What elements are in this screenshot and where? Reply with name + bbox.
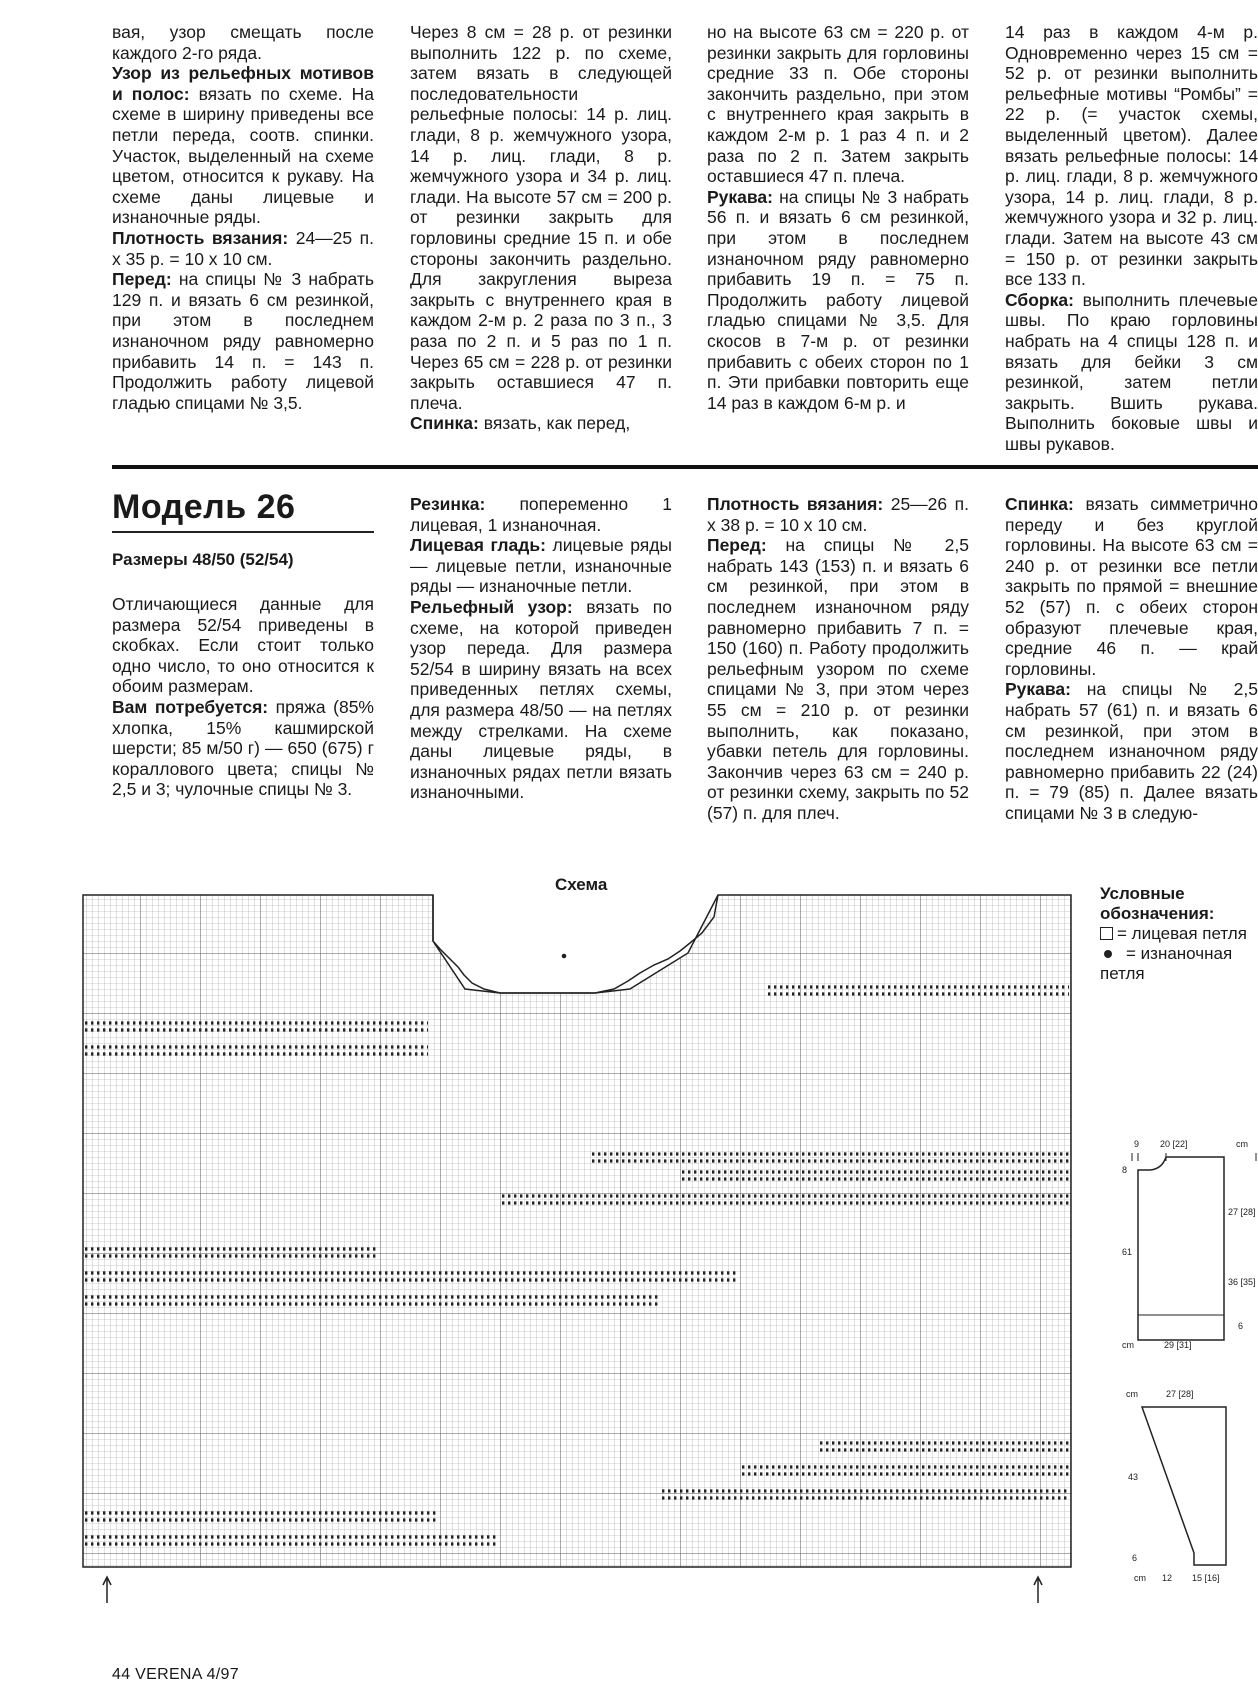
paragraph-heading: Рукава: xyxy=(1005,679,1071,700)
front-top-mid: 20 [22] xyxy=(1160,1139,1188,1149)
front-neck: 8 xyxy=(1122,1165,1128,1175)
square-icon xyxy=(1100,927,1113,940)
paragraph-text: на спицы № 3 набрать 129 п. и вязать 6 см резинкой, при этом в последнем изнаночном ряду равномерно прибавить 14 п. = 143 п. Продолжить работу лицевой гладью спицами № 3,5. xyxy=(112,269,374,413)
paragraph-text: вязать по схеме. На схеме в ширину приведены все петли переда, соотв. спинки. Участок, выделенный на схеме цветом, относится к рукаву. На схеме даны лицевые и изнаночные ряды. xyxy=(112,83,374,228)
paragraph-heading: Плотность вязания: xyxy=(707,494,884,514)
front-bottom-unit: cm xyxy=(1122,1340,1134,1350)
paragraph-heading: Спинка: xyxy=(1005,494,1074,514)
paragraph-heading: Резинка: xyxy=(410,494,486,514)
front-lower: 36 [35] xyxy=(1228,1277,1256,1287)
paragraph-text: 24—25 п. х 35 р. = 10 х 10 см. xyxy=(112,227,374,269)
paragraph xyxy=(410,494,672,535)
front-total: 61 xyxy=(1122,1247,1133,1257)
paragraph-text: лицевые ряды — лицевые петли, изнаночные ряды — изнаночные петли. xyxy=(410,535,672,597)
sleeve-rib: 6 xyxy=(1132,1553,1138,1563)
front-bottom: 29 [31] xyxy=(1164,1340,1192,1350)
paragraph-text: на спицы № 2,5 набрать 57 (61) п. и вязать 6 см резинкой, при этом в последнем изнаночном ряду равномерно прибавить 22 (24) п. = 79 (85) п. Далее вязать спицами № 3 в следую- xyxy=(1005,679,1258,823)
top-column-4 xyxy=(1005,22,1258,454)
sleeve-bottom-unit: cm xyxy=(1134,1573,1146,1583)
paragraph xyxy=(707,494,969,535)
paragraph-heading: Рукава: xyxy=(707,186,773,207)
sleeve-bottom-a: 12 xyxy=(1162,1573,1173,1583)
paragraph xyxy=(112,269,374,413)
paragraph-heading: Перед: xyxy=(112,269,172,290)
front-top-unit: cm xyxy=(1236,1139,1248,1149)
paragraph-text: вязать симметрично переду и без круглой горловины. На высоте 63 см = 240 р. от резинки все петли закрыть по прямой = внешние 52 (57) п. с обеих сторон образуют плечевые края, средние 46 п. — край горловины. xyxy=(1005,494,1258,679)
paragraph xyxy=(410,597,672,803)
paragraph xyxy=(707,187,969,414)
legend xyxy=(1100,884,1258,984)
paragraph xyxy=(707,535,969,823)
paragraph xyxy=(112,63,374,228)
sleeve-bottom-b: 15 [16] xyxy=(1192,1573,1220,1583)
top-column-1 xyxy=(112,22,374,413)
section-divider xyxy=(112,465,1258,469)
mid-column-3 xyxy=(707,494,969,824)
paragraph xyxy=(410,535,672,597)
paragraph: вая, узор смещать после каждого 2-го ряда. xyxy=(112,22,374,63)
paragraph: но на высоте 63 см = 220 р. от резинки закрыть для горловины средние 33 п. Обе стороны закончить раздельно, при этом с внутреннего края закрыть в каждом 2-м р. 1 раз 4 п. и 2 раза по 2 п. Затем закрыть оставшиеся 47 п. плеча. xyxy=(707,22,969,187)
top-column-2 xyxy=(410,22,672,434)
paragraph-text: попеременно 1 лицевая, 1 изнаночная. xyxy=(410,494,672,535)
paragraph-heading: Рельефный узор: xyxy=(410,596,573,617)
mid-column-4 xyxy=(1005,494,1258,824)
dot-icon xyxy=(1104,950,1112,958)
paragraph-text: вязать, как перед, xyxy=(478,413,631,434)
paragraph-heading: Плотность вязания: xyxy=(112,227,289,248)
mid-column-1 xyxy=(112,594,374,800)
front-upper: 27 [28] xyxy=(1228,1207,1256,1217)
sleeve-length: 43 xyxy=(1128,1472,1139,1482)
paragraph-heading: Сборка: xyxy=(1005,289,1074,310)
paragraph: Через 8 см = 28 р. от резинки выполнить 122 р. по схеме, затем вязать в следующей последовательности рельефные полосы: 14 р. лиц. глади, 8 р. жемчужного узора, 14 р. лиц. глади, 8 р. жемчужного узора и 34 р. лиц. глади. На высоте 57 см = 200 р. от резинки закрыть для горловины средние 15 п. и обе стороны закончить раздельно. Для закругления выреза закрыть с внутреннего края в каждом 2-м р. 2 раза по 3 п., 3 раза по 2 п. и 5 раз по 1 п. Через 65 см = 228 р. от резинки закрыть оставшиеся 47 п. плеча. xyxy=(410,22,672,413)
front-schematic xyxy=(1120,1135,1258,1350)
legend-knit: = лицевая петля xyxy=(1100,924,1258,944)
legend-title: Условные обозначения: xyxy=(1100,884,1215,923)
mid-column-2 xyxy=(410,494,672,803)
paragraph: 14 раз в каждом 4-м р. Одновременно через 15 см = 52 р. от резинки выполнить рельефные мотивы “Ромбы” = 22 р. (= участок схемы, выделенный цветом). Далее вязать рельефные полосы: 14 р. лиц. глади, 8 р. жемчужного узора, 14 р. лиц. глади, 8 р. жемчужного узора и 32 р. лиц. глади. Затем на высоте 43 см = 150 р. от резинки закрыть все 133 п. xyxy=(1005,22,1258,290)
paragraph xyxy=(410,413,672,434)
paragraph-text: выполнить плечевые швы. По краю горловины набрать на 4 спицы 128 п. и вязать для бейки 3 см резинкой, затем петли закрыть. Вшить рукава. Выполнить боковые швы и швы рукавов. xyxy=(1005,289,1258,454)
sleeve-top: 27 [28] xyxy=(1166,1389,1194,1399)
paragraph-heading: Вам потребуется: xyxy=(112,696,269,717)
paragraph-text: вязать по схеме, на которой приведен узор переда. Для размера 52/54 в ширину вязать на всех приведенных петлях схемы, для размера 48/50 — на петлях между стрелками. На схеме даны лицевые ряды, в изнаночных рядах петли вязать изнаночными. xyxy=(410,596,673,803)
paragraph-text: пряжа (85% хлопка, 15% кашмирской шерсти; 85 м/50 г) — 650 (675) г кораллового цвета; спицы № 2,5 и 3; чулочные спицы № 3. xyxy=(112,696,374,800)
model-sizes: Размеры 48/50 (52/54) xyxy=(112,550,294,569)
top-column-3 xyxy=(707,22,969,413)
paragraph-text: на спицы № 2,5 набрать 143 (153) п. и вязать 6 см резинкой, при этом в последнем изнаночном ряду равномерно прибавить 7 п. = 150 (160) п. Работу продолжить рельефным узором по схеме спицами № 3, при этом через 55 см = 210 р. от резинки выполнить, как показано, убавки петель для горловины. Закончив через 63 см = 240 р. от резинки схему, закрыть по 52 (57) п. для плеч. xyxy=(707,535,969,823)
front-rib: 6 xyxy=(1238,1321,1244,1331)
left-arrow xyxy=(103,1577,111,1603)
legend-purl: = изнаночная петля xyxy=(1100,944,1233,983)
paragraph xyxy=(112,697,374,800)
model-title: Модель 26 xyxy=(112,488,374,533)
scheme-title: Схема xyxy=(555,875,608,894)
paragraph-heading: Лицевая гладь: xyxy=(410,535,546,556)
paragraph xyxy=(1005,494,1258,679)
paragraph xyxy=(1005,679,1258,823)
paragraph-heading: Спинка: xyxy=(410,413,479,434)
paragraph-heading: Узор из рельефных мотивов и полос: xyxy=(112,63,374,104)
sleeve-schematic xyxy=(1120,1385,1258,1585)
front-top-left: 9 xyxy=(1134,1139,1140,1149)
paragraph: Отличающиеся данные для размера 52/54 приведены в скобках. Если стоит только одно число, то оно относится к обоим размерам. xyxy=(112,594,374,697)
knitting-chart xyxy=(80,893,1080,1625)
paragraph-text: на спицы № 3 набрать 56 п. и вязать 6 см резинкой, при этом в последнем изнаночном ряду равномерно прибавить 19 п. = 75 п. Продолжить работу лицевой гладью спицами № 3,5. Для скосов в 7-м р. от резинки прибавить с обеих сторон по 1 п. Эти прибавки повторить еще 14 раз в каждом 6-м р. и xyxy=(707,186,969,413)
page-footer: 44 VERENA 4/97 xyxy=(112,1666,239,1683)
paragraph-heading: Перед: xyxy=(707,535,767,556)
paragraph-text: 25—26 п. х 38 р. = 10 х 10 см. xyxy=(707,494,969,535)
sleeve-top-unit: cm xyxy=(1126,1389,1138,1399)
right-arrow xyxy=(1034,1577,1042,1603)
paragraph xyxy=(1005,290,1258,455)
paragraph xyxy=(112,228,374,269)
